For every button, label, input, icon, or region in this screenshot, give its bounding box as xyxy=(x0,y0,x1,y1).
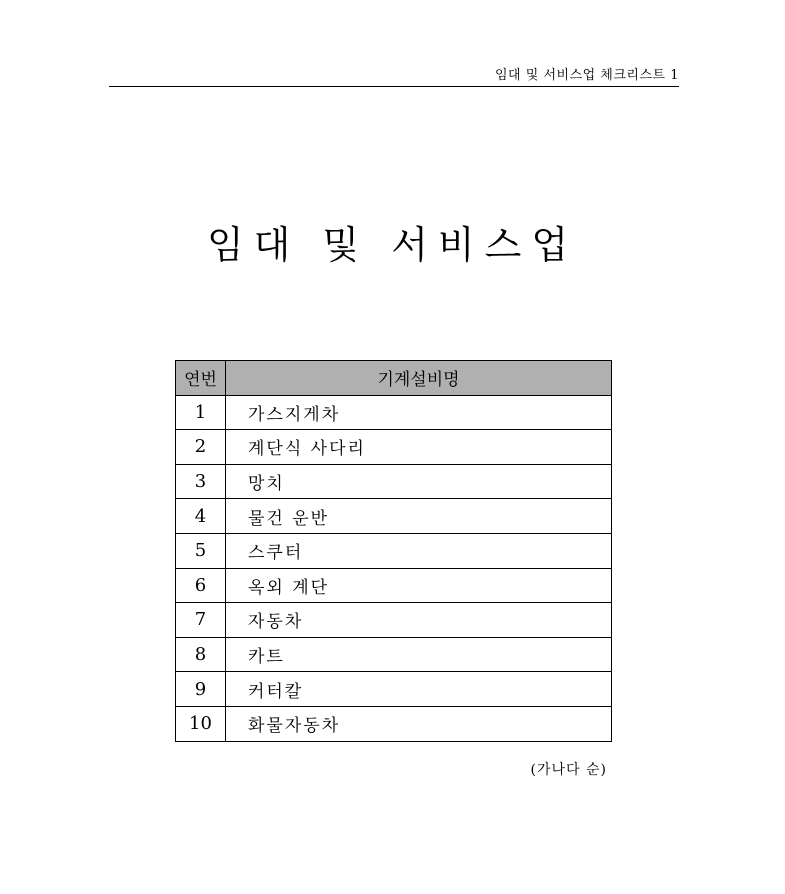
table-row xyxy=(176,672,612,707)
table-row xyxy=(176,430,612,465)
row-number: 8 xyxy=(176,637,226,672)
machine-list-table xyxy=(175,360,612,742)
row-machine-name: 계단식 사다리 xyxy=(226,430,612,465)
table-row xyxy=(176,499,612,534)
row-number: 2 xyxy=(176,430,226,465)
row-machine-name: 자동차 xyxy=(226,603,612,638)
table-header-row xyxy=(176,361,612,396)
row-number: 9 xyxy=(176,672,226,707)
row-machine-name: 커터칼 xyxy=(226,672,612,707)
table-row xyxy=(176,568,612,603)
column-header-number: 연번 xyxy=(176,361,226,396)
row-number: 3 xyxy=(176,464,226,499)
row-machine-name: 가스지게차 xyxy=(226,395,612,430)
table-row xyxy=(176,603,612,638)
row-number: 5 xyxy=(176,533,226,568)
row-machine-name: 물건 운반 xyxy=(226,499,612,534)
row-machine-name: 카트 xyxy=(226,637,612,672)
sort-order-note: (가나다 순) xyxy=(530,762,607,778)
row-number: 7 xyxy=(176,603,226,638)
running-header: 임대 및 서비스업 체크리스트 1 xyxy=(109,66,679,87)
row-machine-name: 화물자동차 xyxy=(226,706,612,741)
table-row xyxy=(176,464,612,499)
row-number: 10 xyxy=(176,706,226,741)
row-number: 4 xyxy=(176,499,226,534)
table-row xyxy=(176,637,612,672)
row-number: 1 xyxy=(176,395,226,430)
row-machine-name: 스쿠터 xyxy=(226,533,612,568)
table-row xyxy=(176,395,612,430)
row-machine-name: 옥외 계단 xyxy=(226,568,612,603)
table-row xyxy=(176,533,612,568)
table-row xyxy=(176,706,612,741)
row-number: 6 xyxy=(176,568,226,603)
document-title: 임대 및 서비스업 xyxy=(206,223,579,267)
column-header-name: 기계설비명 xyxy=(226,361,612,396)
row-machine-name: 망치 xyxy=(226,464,612,499)
